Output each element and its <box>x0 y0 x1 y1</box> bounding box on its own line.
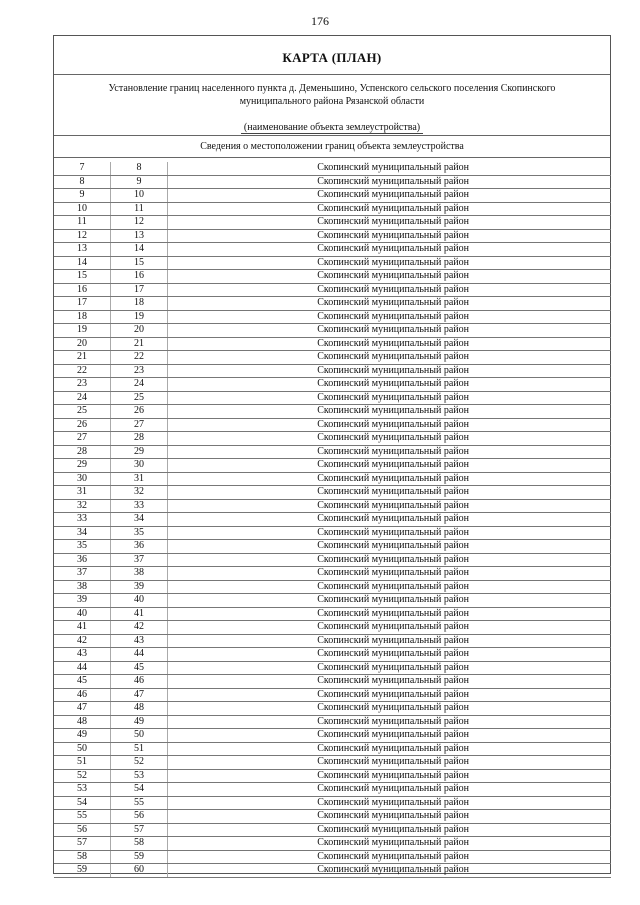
table-row <box>54 162 611 175</box>
object-caption <box>54 122 610 133</box>
table-row <box>54 459 611 473</box>
boundary-description-cell: Скопинский муниципальный район <box>168 621 612 635</box>
boundary-description-cell: Скопинский муниципальный район <box>168 688 612 702</box>
point-to-cell: 13 <box>111 229 168 243</box>
boundary-description-cell: Скопинский муниципальный район <box>168 418 612 432</box>
boundary-description-cell: Скопинский муниципальный район <box>168 661 612 675</box>
table-row <box>54 337 611 351</box>
point-to-cell: 46 <box>111 675 168 689</box>
divider <box>54 74 610 75</box>
table-row <box>54 540 611 554</box>
point-to-cell: 18 <box>111 297 168 311</box>
point-to-cell: 34 <box>111 513 168 527</box>
point-to-cell: 17 <box>111 283 168 297</box>
table-row <box>54 594 611 608</box>
point-from-cell: 39 <box>54 594 111 608</box>
point-from-cell: 9 <box>54 189 111 203</box>
point-to-cell: 58 <box>111 837 168 851</box>
point-to-cell: 25 <box>111 391 168 405</box>
point-to-cell: 43 <box>111 634 168 648</box>
table-row <box>54 661 611 675</box>
boundary-description-cell: Скопинский муниципальный район <box>168 837 612 851</box>
point-from-cell: 13 <box>54 243 111 257</box>
boundary-description-cell: Скопинский муниципальный район <box>168 715 612 729</box>
table-row <box>54 756 611 770</box>
point-to-cell: 50 <box>111 729 168 743</box>
divider <box>54 135 610 136</box>
point-from-cell: 55 <box>54 810 111 824</box>
point-from-cell: 40 <box>54 607 111 621</box>
boundary-description-cell: Скопинский муниципальный район <box>168 553 612 567</box>
point-from-cell: 41 <box>54 621 111 635</box>
point-from-cell: 48 <box>54 715 111 729</box>
point-to-cell: 30 <box>111 459 168 473</box>
map-plan-frame <box>53 35 611 874</box>
point-to-cell: 49 <box>111 715 168 729</box>
table-row <box>54 810 611 824</box>
point-from-cell: 45 <box>54 675 111 689</box>
point-from-cell: 30 <box>54 472 111 486</box>
table-row <box>54 621 611 635</box>
table-row <box>54 391 611 405</box>
point-to-cell: 40 <box>111 594 168 608</box>
table-row <box>54 553 611 567</box>
point-from-cell: 52 <box>54 769 111 783</box>
table-row <box>54 175 611 189</box>
table-row <box>54 283 611 297</box>
point-from-cell: 18 <box>54 310 111 324</box>
table-row <box>54 823 611 837</box>
point-from-cell: 16 <box>54 283 111 297</box>
point-to-cell: 33 <box>111 499 168 513</box>
boundary-description-cell: Скопинский муниципальный район <box>168 594 612 608</box>
point-from-cell: 10 <box>54 202 111 216</box>
boundary-description-cell: Скопинский муниципальный район <box>168 540 612 554</box>
boundary-description-cell: Скопинский муниципальный район <box>168 391 612 405</box>
boundary-description-cell: Скопинский муниципальный район <box>168 702 612 716</box>
point-to-cell: 38 <box>111 567 168 581</box>
point-to-cell: 60 <box>111 864 168 878</box>
table-row <box>54 202 611 216</box>
point-from-cell: 36 <box>54 553 111 567</box>
section-heading: Сведения о местоположении границ объекта землеустройства <box>200 141 464 152</box>
point-from-cell: 50 <box>54 742 111 756</box>
table-row <box>54 486 611 500</box>
table-row <box>54 702 611 716</box>
boundary-description-cell: Скопинский муниципальный район <box>168 445 612 459</box>
boundary-description-cell: Скопинский муниципальный район <box>168 634 612 648</box>
table-row <box>54 526 611 540</box>
table-row <box>54 634 611 648</box>
point-to-cell: 41 <box>111 607 168 621</box>
point-to-cell: 55 <box>111 796 168 810</box>
table-row <box>54 715 611 729</box>
point-to-cell: 52 <box>111 756 168 770</box>
table-row <box>54 297 611 311</box>
boundary-description-cell: Скопинский муниципальный район <box>168 337 612 351</box>
boundary-description-cell: Скопинский муниципальный район <box>168 405 612 419</box>
point-to-cell: 42 <box>111 621 168 635</box>
point-to-cell: 23 <box>111 364 168 378</box>
point-to-cell: 35 <box>111 526 168 540</box>
boundary-description-cell: Скопинский муниципальный район <box>168 567 612 581</box>
point-from-cell: 58 <box>54 850 111 864</box>
table-row <box>54 567 611 581</box>
point-from-cell: 43 <box>54 648 111 662</box>
table-row <box>54 769 611 783</box>
point-from-cell: 23 <box>54 378 111 392</box>
point-to-cell: 15 <box>111 256 168 270</box>
point-from-cell: 17 <box>54 297 111 311</box>
table-row <box>54 229 611 243</box>
boundary-table <box>54 162 611 878</box>
table-row <box>54 310 611 324</box>
divider <box>54 157 610 158</box>
point-from-cell: 33 <box>54 513 111 527</box>
point-to-cell: 36 <box>111 540 168 554</box>
table-row <box>54 675 611 689</box>
boundary-description-cell: Скопинский муниципальный район <box>168 283 612 297</box>
boundary-description-cell: Скопинский муниципальный район <box>168 256 612 270</box>
boundary-description-cell: Скопинский муниципальный район <box>168 459 612 473</box>
table-row <box>54 364 611 378</box>
point-from-cell: 28 <box>54 445 111 459</box>
table-row <box>54 864 611 878</box>
table-row <box>54 351 611 365</box>
point-from-cell: 24 <box>54 391 111 405</box>
boundary-description-cell: Скопинский муниципальный район <box>168 351 612 365</box>
point-from-cell: 15 <box>54 270 111 284</box>
point-to-cell: 11 <box>111 202 168 216</box>
table-row <box>54 256 611 270</box>
boundary-description-cell: Скопинский муниципальный район <box>168 850 612 864</box>
point-to-cell: 16 <box>111 270 168 284</box>
boundary-description-cell: Скопинский муниципальный район <box>168 229 612 243</box>
page-number: 176 <box>311 14 329 28</box>
table-row <box>54 432 611 446</box>
boundary-description-cell: Скопинский муниципальный район <box>168 742 612 756</box>
boundary-description-cell: Скопинский муниципальный район <box>168 864 612 878</box>
point-to-cell: 19 <box>111 310 168 324</box>
table-row <box>54 850 611 864</box>
boundary-table-body <box>54 162 611 877</box>
table-row <box>54 405 611 419</box>
point-from-cell: 22 <box>54 364 111 378</box>
point-to-cell: 20 <box>111 324 168 338</box>
table-row <box>54 472 611 486</box>
table-row <box>54 648 611 662</box>
point-to-cell: 54 <box>111 783 168 797</box>
boundary-description-cell: Скопинский муниципальный район <box>168 378 612 392</box>
point-to-cell: 59 <box>111 850 168 864</box>
boundary-description-cell: Скопинский муниципальный район <box>168 175 612 189</box>
point-from-cell: 47 <box>54 702 111 716</box>
point-from-cell: 14 <box>54 256 111 270</box>
table-row <box>54 742 611 756</box>
point-from-cell: 59 <box>54 864 111 878</box>
point-from-cell: 32 <box>54 499 111 513</box>
boundary-description-cell: Скопинский муниципальный район <box>168 162 612 175</box>
table-row <box>54 580 611 594</box>
point-to-cell: 14 <box>111 243 168 257</box>
table-row <box>54 418 611 432</box>
point-from-cell: 27 <box>54 432 111 446</box>
document-title: КАРТА (ПЛАН) <box>282 50 382 65</box>
boundary-description-cell: Скопинский муниципальный район <box>168 648 612 662</box>
boundary-description-cell: Скопинский муниципальный район <box>168 823 612 837</box>
table-row <box>54 513 611 527</box>
point-to-cell: 47 <box>111 688 168 702</box>
point-to-cell: 24 <box>111 378 168 392</box>
point-from-cell: 29 <box>54 459 111 473</box>
point-from-cell: 26 <box>54 418 111 432</box>
point-from-cell: 31 <box>54 486 111 500</box>
point-from-cell: 35 <box>54 540 111 554</box>
point-from-cell: 53 <box>54 783 111 797</box>
point-to-cell: 28 <box>111 432 168 446</box>
table-row <box>54 378 611 392</box>
boundary-description-cell: Скопинский муниципальный район <box>168 243 612 257</box>
point-to-cell: 57 <box>111 823 168 837</box>
point-to-cell: 45 <box>111 661 168 675</box>
point-to-cell: 10 <box>111 189 168 203</box>
boundary-description-cell: Скопинский муниципальный район <box>168 729 612 743</box>
point-from-cell: 34 <box>54 526 111 540</box>
boundary-description-cell: Скопинский муниципальный район <box>168 189 612 203</box>
table-row <box>54 499 611 513</box>
point-from-cell: 42 <box>54 634 111 648</box>
point-from-cell: 54 <box>54 796 111 810</box>
table-row <box>54 324 611 338</box>
table-row <box>54 796 611 810</box>
boundary-description-cell: Скопинский муниципальный район <box>168 796 612 810</box>
point-from-cell: 51 <box>54 756 111 770</box>
boundary-description-cell: Скопинский муниципальный район <box>168 513 612 527</box>
point-to-cell: 44 <box>111 648 168 662</box>
point-from-cell: 49 <box>54 729 111 743</box>
point-from-cell: 44 <box>54 661 111 675</box>
table-row <box>54 607 611 621</box>
point-from-cell: 37 <box>54 567 111 581</box>
point-from-cell: 56 <box>54 823 111 837</box>
point-from-cell: 20 <box>54 337 111 351</box>
point-from-cell: 11 <box>54 216 111 230</box>
boundary-description-cell: Скопинский муниципальный район <box>168 216 612 230</box>
point-to-cell: 37 <box>111 553 168 567</box>
table-row <box>54 783 611 797</box>
boundary-description-cell: Скопинский муниципальный район <box>168 526 612 540</box>
boundary-description-cell: Скопинский муниципальный район <box>168 783 612 797</box>
object-caption-text: (наименование объекта землеустройства) <box>241 122 423 134</box>
boundary-description-cell: Скопинский муниципальный район <box>168 675 612 689</box>
point-to-cell: 51 <box>111 742 168 756</box>
table-row <box>54 729 611 743</box>
boundary-description-cell: Скопинский муниципальный район <box>168 769 612 783</box>
table-row <box>54 688 611 702</box>
point-from-cell: 38 <box>54 580 111 594</box>
boundary-description-cell: Скопинский муниципальный район <box>168 297 612 311</box>
boundary-description-cell: Скопинский муниципальный район <box>168 486 612 500</box>
boundary-description-cell: Скопинский муниципальный район <box>168 364 612 378</box>
point-to-cell: 56 <box>111 810 168 824</box>
boundary-description-cell: Скопинский муниципальный район <box>168 270 612 284</box>
point-to-cell: 22 <box>111 351 168 365</box>
table-row <box>54 270 611 284</box>
table-row <box>54 243 611 257</box>
table-row <box>54 216 611 230</box>
boundary-description-cell: Скопинский муниципальный район <box>168 472 612 486</box>
point-to-cell: 27 <box>111 418 168 432</box>
point-from-cell: 19 <box>54 324 111 338</box>
point-from-cell: 57 <box>54 837 111 851</box>
boundary-description-cell: Скопинский муниципальный район <box>168 432 612 446</box>
point-to-cell: 31 <box>111 472 168 486</box>
point-from-cell: 8 <box>54 175 111 189</box>
table-row <box>54 837 611 851</box>
point-from-cell: 46 <box>54 688 111 702</box>
point-to-cell: 29 <box>111 445 168 459</box>
point-to-cell: 53 <box>111 769 168 783</box>
boundary-description-cell: Скопинский муниципальный район <box>168 202 612 216</box>
table-row <box>54 445 611 459</box>
boundary-description-cell: Скопинский муниципальный район <box>168 810 612 824</box>
boundary-description-cell: Скопинский муниципальный район <box>168 756 612 770</box>
point-to-cell: 32 <box>111 486 168 500</box>
boundary-description-cell: Скопинский муниципальный район <box>168 499 612 513</box>
boundary-description-cell: Скопинский муниципальный район <box>168 324 612 338</box>
point-to-cell: 48 <box>111 702 168 716</box>
point-from-cell: 25 <box>54 405 111 419</box>
boundary-description-cell: Скопинский муниципальный район <box>168 580 612 594</box>
point-to-cell: 12 <box>111 216 168 230</box>
point-from-cell: 21 <box>54 351 111 365</box>
point-to-cell: 9 <box>111 175 168 189</box>
object-description: Установление границ населенного пункта д. Деменьшино, Успенского сельского поселения Скопинского муниципального района Рязанской области <box>108 83 556 107</box>
point-to-cell: 39 <box>111 580 168 594</box>
boundary-description-cell: Скопинский муниципальный район <box>168 310 612 324</box>
point-to-cell: 8 <box>111 162 168 175</box>
point-from-cell: 12 <box>54 229 111 243</box>
point-to-cell: 21 <box>111 337 168 351</box>
point-to-cell: 26 <box>111 405 168 419</box>
boundary-description-cell: Скопинский муниципальный район <box>168 607 612 621</box>
point-from-cell: 7 <box>54 162 111 175</box>
table-row <box>54 189 611 203</box>
